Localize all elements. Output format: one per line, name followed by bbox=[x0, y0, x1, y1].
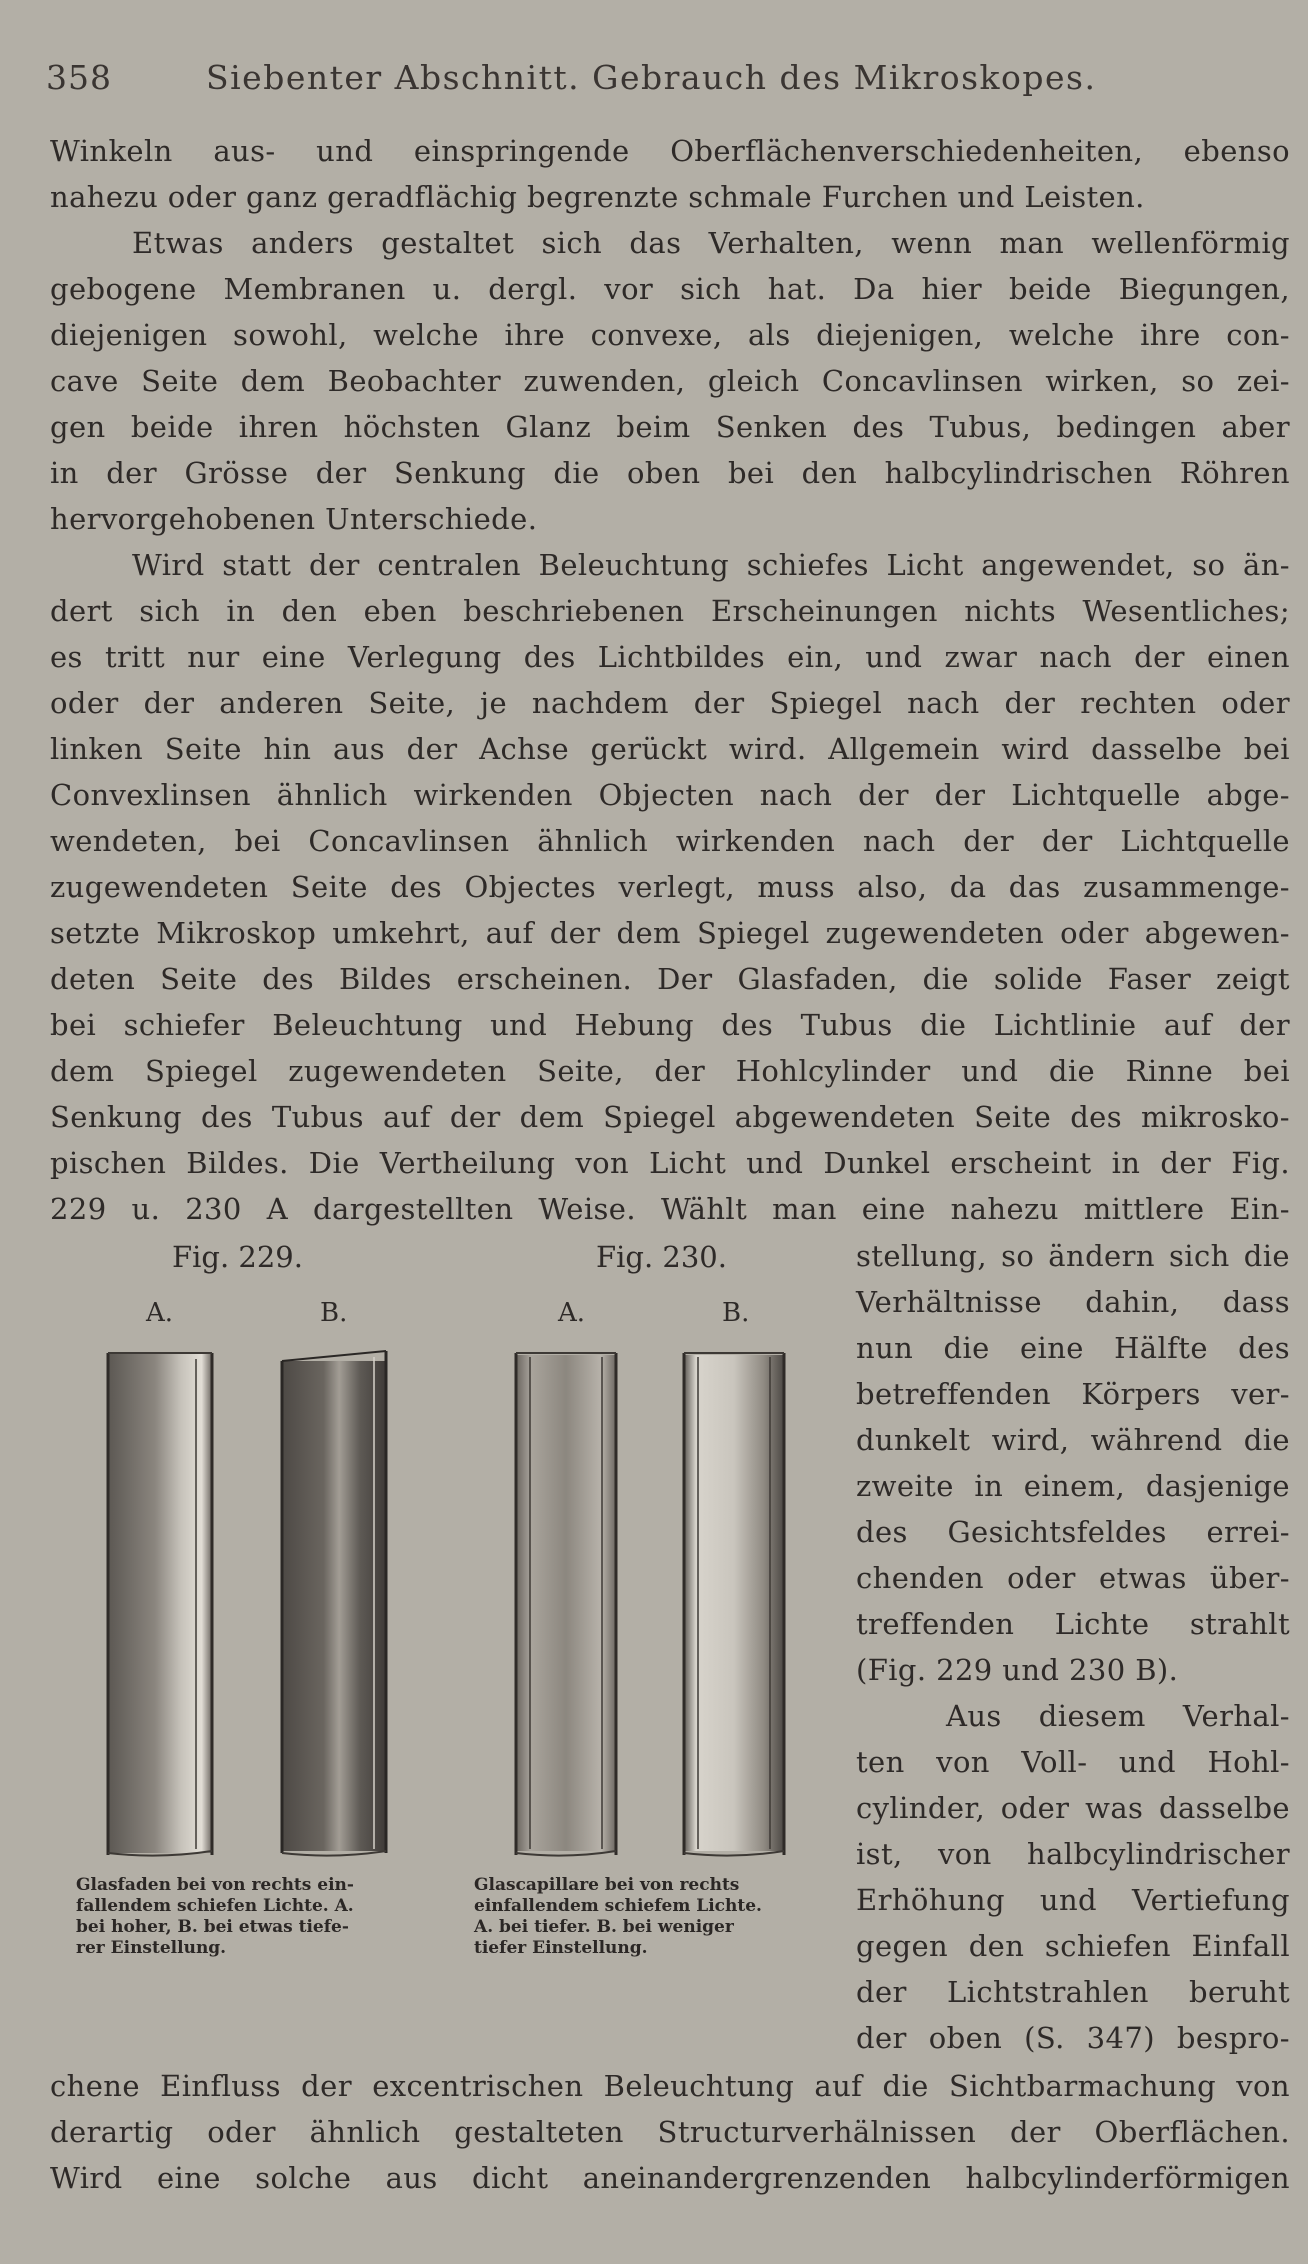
side-text-line: (Fig. 229 und 230 B). bbox=[856, 1653, 1179, 1687]
text-line: dem Spiegel zugewendeten Seite, der Hohlcylinder und die Rinne bei bbox=[50, 1054, 1290, 1088]
text-line: nahezu oder ganz geradflächig begrenzte schmale Furchen und Leisten. bbox=[50, 180, 1145, 214]
figure-229-label-b: B. bbox=[320, 1298, 348, 1328]
text-line: cave Seite dem Beobachter zuwenden, gleich Concavlinsen wirken, so zei- bbox=[50, 364, 1290, 398]
figure-230-a-illustration bbox=[508, 1345, 628, 1865]
figure-229-a-illustration bbox=[100, 1345, 228, 1865]
text-line: wendeten, bei Concavlinsen ähnlich wirkenden nach der der Lichtquelle bbox=[50, 824, 1290, 858]
text-line: oder der anderen Seite, je nachdem der Spiegel nach der rechten oder bbox=[50, 686, 1290, 720]
side-text-line: ten von Voll- und Hohl- bbox=[856, 1745, 1290, 1779]
text-line: in der Grösse der Senkung die oben bei den halbcylindrischen Röhren bbox=[50, 456, 1290, 490]
text-line: Convexlinsen ähnlich wirkenden Objecten nach der der Lichtquelle abge- bbox=[50, 778, 1290, 812]
text-line: Senkung des Tubus auf der dem Spiegel abgewendeten Seite des mikrosko- bbox=[50, 1100, 1290, 1134]
text-line: deten Seite des Bildes erscheinen. Der Glasfaden, die solide Faser zeigt bbox=[50, 962, 1290, 996]
text-line: diejenigen sowohl, welche ihre convexe, als diejenigen, welche ihre con- bbox=[50, 318, 1290, 352]
side-text-line: zweite in einem, dasjenige bbox=[856, 1469, 1290, 1503]
side-text-line: der oben (S. 347) bespro- bbox=[856, 2021, 1290, 2055]
side-text-line: dunkelt wird, während die bbox=[856, 1423, 1290, 1457]
running-title: Siebenter Abschnitt. Gebrauch des Mikroskopes. bbox=[206, 58, 1097, 97]
text-line: hervorgehobenen Unterschiede. bbox=[50, 502, 538, 536]
text-line: pischen Bildes. Die Vertheilung von Licht und Dunkel erscheint in der Fig. bbox=[50, 1146, 1290, 1180]
side-text-line: treffenden Lichte strahlt bbox=[856, 1607, 1290, 1641]
side-text-line: betreffenden Körpers ver- bbox=[856, 1377, 1290, 1411]
figure-229-title: Fig. 229. bbox=[172, 1240, 303, 1274]
text-line: gebogene Membranen u. dergl. vor sich hat. Da hier beide Biegungen, bbox=[50, 272, 1290, 306]
figure-229-b-illustration bbox=[274, 1345, 404, 1865]
page-number: 358 bbox=[46, 58, 112, 97]
side-text-line: stellung, so ändern sich die bbox=[856, 1239, 1290, 1273]
side-text-line: Verhältnisse dahin, dass bbox=[856, 1285, 1290, 1319]
text-line: chene Einfluss der excentrischen Beleuchtung auf die Sichtbarmachung von bbox=[50, 2069, 1290, 2103]
figure-230-label-a: A. bbox=[558, 1298, 586, 1328]
figure-230-title: Fig. 230. bbox=[596, 1240, 727, 1274]
figure-230-b-illustration bbox=[676, 1345, 796, 1865]
text-line: zugewendeten Seite des Objectes verlegt, muss also, da das zusammenge- bbox=[50, 870, 1290, 904]
side-text-line: ist, von halbcylindrischer bbox=[856, 1837, 1290, 1871]
text-line: Winkeln aus- und einspringende Oberflächenverschiedenheiten, ebenso bbox=[50, 134, 1290, 168]
side-text-line: Aus diesem Verhal- bbox=[946, 1699, 1290, 1733]
text-line: Wird eine solche aus dicht aneinandergrenzenden halbcylinderförmigen bbox=[50, 2161, 1290, 2195]
text-line: setzte Mikroskop umkehrt, auf der dem Spiegel zugewendeten oder abgewen- bbox=[50, 916, 1290, 950]
text-line: dert sich in den eben beschriebenen Erscheinungen nichts Wesentliches; bbox=[50, 594, 1290, 628]
side-text-line: des Gesichtsfeldes errei- bbox=[856, 1515, 1290, 1549]
side-text-line: nun die eine Hälfte des bbox=[856, 1331, 1290, 1365]
figure-229-label-a: A. bbox=[146, 1298, 174, 1328]
text-line: derartig oder ähnlich gestalteten Structurverhälnissen der Oberflächen. bbox=[50, 2115, 1290, 2149]
side-text-line: chenden oder etwas über- bbox=[856, 1561, 1290, 1595]
side-text-line: cylinder, oder was dasselbe bbox=[856, 1791, 1290, 1825]
figure-229-caption: Glasfaden bei von rechts ein- fallendem schiefen Lichte. A. bei hoher, B. bei etwas tiefe- rer Einstellung. bbox=[76, 1875, 354, 1958]
side-text-line: der Lichtstrahlen beruht bbox=[856, 1975, 1290, 2009]
text-line: Wird statt der centralen Beleuchtung schiefes Licht angewendet, so än- bbox=[132, 548, 1290, 582]
text-line: gen beide ihren höchsten Glanz beim Senken des Tubus, bedingen aber bbox=[50, 410, 1290, 444]
text-line: bei schiefer Beleuchtung und Hebung des Tubus die Lichtlinie auf der bbox=[50, 1008, 1290, 1042]
text-line: 229 u. 230 A dargestellten Weise. Wählt man eine nahezu mittlere Ein- bbox=[50, 1192, 1290, 1226]
figure-230-label-b: B. bbox=[722, 1298, 750, 1328]
side-text-line: gegen den schiefen Einfall bbox=[856, 1929, 1290, 1963]
text-line: es tritt nur eine Verlegung des Lichtbildes ein, und zwar nach der einen bbox=[50, 640, 1290, 674]
running-header bbox=[46, 58, 1266, 108]
text-line: linken Seite hin aus der Achse gerückt wird. Allgemein wird dasselbe bei bbox=[50, 732, 1290, 766]
side-text-line: Erhöhung und Vertiefung bbox=[856, 1883, 1290, 1917]
figure-230-caption: Glascapillare bei von rechts einfallendem schiefem Lichte. A. bei tiefer. B. bei weniger tiefer Einstellung. bbox=[474, 1875, 762, 1958]
text-line: Etwas anders gestaltet sich das Verhalten, wenn man wellenförmig bbox=[132, 226, 1290, 260]
